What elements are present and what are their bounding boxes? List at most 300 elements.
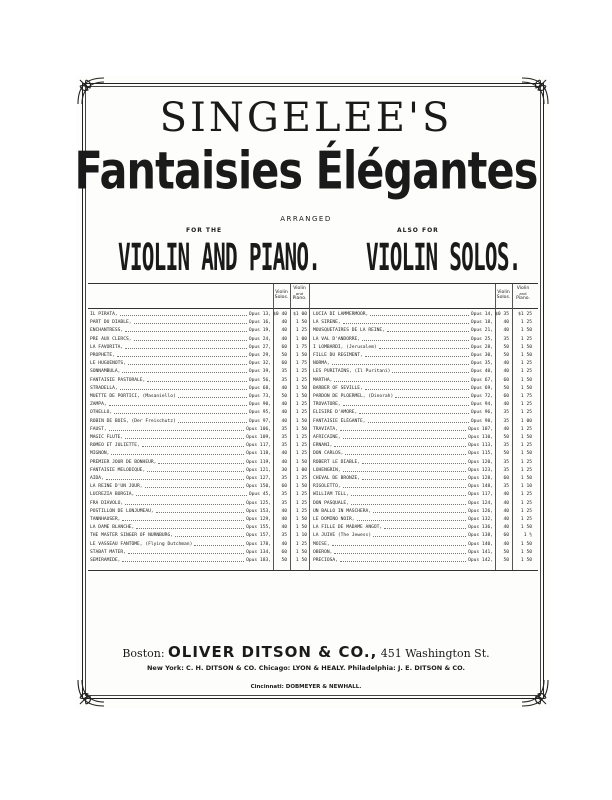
leader-dots	[334, 446, 466, 447]
list-item	[90, 327, 307, 335]
list-item	[313, 327, 532, 335]
price-violin-solo: 35	[281, 443, 287, 449]
piece-title: ZAMPA,	[90, 402, 107, 408]
piece-title: PREMIER JOUR DE BONHEUR,	[90, 459, 157, 465]
list-item	[313, 491, 532, 499]
publisher-line	[0, 643, 612, 661]
price-violin-piano: 1 25	[520, 410, 532, 416]
opus-number: Opus 119,	[246, 459, 271, 465]
opus-number: Opus 124,	[468, 500, 493, 506]
price-violin-piano: 1 25	[520, 426, 532, 432]
price-violin-piano: 1 25	[295, 451, 307, 457]
opus-number: Opus 39,	[248, 369, 271, 375]
piece-title: FAUST,	[90, 426, 107, 432]
opus-number: Opus 126,	[468, 508, 493, 514]
price-violin-solo: 40	[281, 517, 287, 522]
opus-number: Opus 113,	[468, 443, 493, 449]
piece-title: STABAT MATER,	[90, 549, 126, 555]
piece-title: OTHELLO,	[90, 410, 113, 416]
opus-number: Opus 14,	[470, 312, 493, 317]
piece-title: MAGIC FLUTE,	[90, 435, 124, 440]
price-violin-solo: 40	[503, 320, 509, 326]
opus-number: Opus 127,	[246, 476, 271, 481]
price-violin-piano: 1 50	[295, 459, 307, 465]
price-violin-solo: 30	[281, 467, 287, 473]
opus-number: Opus 28,	[470, 344, 493, 350]
list-item	[90, 336, 307, 344]
price-violin-piano: 1 25	[520, 517, 532, 522]
list-item	[313, 434, 532, 442]
leader-dots	[340, 430, 466, 431]
list-item	[90, 508, 307, 516]
price-violin-solo: 40	[503, 402, 509, 408]
piece-title: PART DU DIABLE,	[90, 320, 132, 326]
price-violin-solo: 50	[503, 435, 509, 440]
price-violin-piano: 1 75	[520, 394, 532, 399]
leader-dots	[158, 463, 244, 464]
list-item	[313, 368, 532, 376]
price-violin-solo: 60	[503, 377, 509, 383]
leader-dots	[379, 348, 469, 349]
price-violin-piano: 1 25	[295, 500, 307, 506]
opus-number: Opus 140,	[468, 541, 493, 547]
opus-number: Opus 132,	[468, 517, 493, 522]
leader-dots	[120, 315, 247, 316]
piece-title: SONNAMBULA,	[90, 369, 121, 375]
price-violin-piano: 1 50	[520, 435, 532, 440]
price-violin-solo: 40	[503, 361, 509, 367]
table-bottom-rule	[88, 570, 538, 571]
price-violin-piano: 1 50	[295, 517, 307, 522]
leader-dots	[343, 323, 469, 324]
list-item	[313, 557, 532, 565]
price-violin-piano: 1 25	[295, 541, 307, 547]
piece-title: LES PURITAINS, (Il Puritani)	[313, 369, 391, 375]
publisher-city: Boston:	[122, 647, 165, 660]
list-item	[313, 418, 532, 426]
price-violin-piano: 1 50	[520, 328, 532, 334]
list-item	[90, 459, 307, 467]
list-item	[313, 500, 532, 508]
piece-title: MIGNON,	[90, 451, 110, 457]
opus-number: Opus 16,	[248, 320, 271, 326]
leader-dots	[395, 397, 469, 398]
list-item	[90, 385, 307, 393]
piece-title: DON PASQUALE,	[313, 500, 349, 506]
opus-number: Opus 95,	[248, 410, 271, 416]
price-violin-piano: $1 25	[518, 312, 532, 317]
opus-number: Opus 18,	[470, 320, 493, 326]
opus-number: Opus 109,	[246, 435, 271, 440]
leader-dots	[178, 422, 247, 423]
price-violin-piano: 1 10	[520, 484, 532, 490]
price-violin-piano: 1 ½	[523, 533, 532, 539]
list-item	[90, 434, 307, 442]
piece-title: ROBERT LE DIABLE,	[313, 459, 361, 465]
opus-number: Opus 178,	[246, 541, 271, 547]
leader-dots	[147, 471, 244, 472]
price-violin-solo: 35	[503, 443, 509, 449]
piece-title: CHEVAL DE BRONZE,	[313, 476, 361, 481]
piece-title: MARTHA,	[313, 377, 333, 383]
piece-title: LA JUIVE (The Jewess)	[313, 533, 372, 539]
price-violin-solo: 40	[503, 492, 509, 498]
price-violin-solo: 35	[281, 377, 287, 383]
price-violin-solo: 40	[281, 418, 287, 424]
price-violin-solo: 50	[503, 549, 509, 555]
price-violin-solo: 40	[281, 402, 287, 408]
price-violin-solo: 40	[281, 541, 287, 547]
leader-dots	[345, 454, 466, 455]
list-item	[90, 450, 307, 458]
piece-title: POSTILLON DE LONJUMEAU,	[90, 508, 154, 514]
list-item	[90, 377, 307, 385]
list-item	[90, 393, 307, 401]
list-item	[90, 401, 307, 409]
publisher-cincinnati: Cincinnati: DOBMEYER & NEWHALL.	[250, 684, 362, 690]
price-violin-piano: 1 25	[520, 320, 532, 326]
leader-dots	[343, 438, 466, 439]
leader-dots	[122, 372, 246, 373]
instrument-violin-solos: VIOLIN SOLOS.	[366, 235, 521, 280]
piece-title: ROMEO ET JULIETTE,	[90, 443, 140, 449]
piece-title: FANTAISIE PASTORALE,	[90, 377, 146, 383]
price-violin-piano: 1 25	[295, 402, 307, 408]
price-violin-solo: 60	[503, 394, 509, 399]
price-violin-solo: 60	[281, 344, 287, 350]
opus-number: Opus 73,	[248, 394, 271, 399]
opus-number: Opus 27,	[248, 344, 271, 350]
piece-title: LA DAME BLANCHE,	[90, 525, 135, 531]
leader-dots	[125, 438, 244, 439]
corner-ornament-bottom-right	[520, 678, 550, 708]
piece-title: TROVATORE,	[313, 402, 341, 408]
list-item	[90, 549, 307, 557]
col-divider-center	[309, 284, 310, 570]
leader-dots	[156, 512, 244, 513]
piece-title: LE VASSEAU FANTÔME, (Flying Dutchman)	[90, 541, 193, 547]
price-violin-solo: 35	[281, 500, 287, 506]
price-violin-piano: 1 25	[295, 508, 307, 514]
list-item	[313, 450, 532, 458]
price-violin-piano: 1 50	[520, 353, 532, 358]
opus-number: Opus 35,	[470, 361, 493, 367]
price-violin-piano: 1 50	[295, 385, 307, 391]
opus-number: Opus 157,	[246, 533, 271, 539]
list-item	[313, 352, 532, 360]
price-violin-solo: 60	[281, 361, 287, 367]
opus-number: Opus 29,	[248, 353, 271, 358]
list-item	[90, 319, 307, 327]
list-item	[313, 524, 532, 532]
piece-title: LE DOMINO NOIR,	[313, 517, 355, 522]
opus-number: Opus 96,	[470, 410, 493, 416]
price-violin-piano: 1 50	[520, 525, 532, 531]
piece-title: I LOMBARDI, (Jerusalem)	[313, 344, 377, 350]
composer-title: SINGELEE'S	[159, 95, 453, 141]
price-violin-piano: 1 50	[520, 377, 532, 383]
price-violin-piano: 1 25	[520, 361, 532, 367]
opus-number: Opus 19,	[248, 328, 271, 334]
piece-title: SEMIRAMIDE,	[90, 558, 121, 563]
piece-title: ELISIRE D'AMORE,	[313, 410, 358, 416]
opus-number: Opus 98,	[470, 418, 493, 424]
price-violin-piano: 1 50	[295, 525, 307, 531]
opus-number: Opus 21,	[470, 328, 493, 334]
price-violin-solo: 40	[503, 369, 509, 375]
price-violin-piano: 1 25	[520, 402, 532, 408]
price-violin-piano: 1 50	[295, 426, 307, 432]
price-violin-piano: 1 50	[520, 451, 532, 457]
price-violin-piano: 1 25	[295, 435, 307, 440]
price-violin-piano: 1 25	[520, 500, 532, 506]
price-violin-solo: 35	[503, 336, 509, 342]
price-violin-piano: 1 75	[295, 361, 307, 367]
leader-dots	[373, 512, 466, 513]
list-item	[313, 393, 532, 401]
price-violin-solo: 35	[281, 369, 287, 375]
opus-number: Opus 45,	[248, 492, 271, 498]
leader-dots	[340, 561, 466, 562]
price-violin-solo: 60	[281, 484, 287, 490]
leader-dots	[178, 397, 247, 398]
opus-number: Opus 138,	[468, 533, 493, 539]
piece-title: TANNHAUSER,	[90, 517, 121, 522]
list-item	[313, 409, 532, 417]
opus-number: Opus 155,	[246, 525, 271, 531]
leader-dots	[362, 340, 469, 341]
price-violin-solo: 50	[281, 353, 287, 358]
price-violin-solo: 35	[503, 410, 509, 416]
price-violin-piano: 1 00	[295, 467, 307, 473]
publisher-address: 451 Washington St.	[380, 647, 490, 660]
piece-title: LUCREZIA BORGIA,	[90, 492, 135, 498]
piece-title: LA REINE D'UN JOUR,	[90, 484, 143, 490]
price-violin-solo: 60	[503, 533, 509, 539]
publisher-branches: New York: C. H. DITSON & CO. Chicago: LYON & HEALY. Philadelphia: J. E. DITSON & CO.	[146, 664, 466, 672]
opus-number: Opus 117,	[468, 492, 493, 498]
opus-number: Opus 136,	[468, 525, 493, 531]
opus-number: Opus 110,	[468, 435, 493, 440]
list-item	[90, 475, 307, 483]
piece-title: PRE AUX CLERCS,	[90, 336, 132, 342]
piece-title: NORMA,	[313, 361, 330, 367]
piece-title: LUCIA DI LAMMERMOOR,	[313, 312, 369, 317]
leader-dots	[106, 479, 244, 480]
price-violin-piano: 1 25	[295, 476, 307, 481]
leader-dots	[334, 381, 468, 382]
instrument-violin-piano: VIOLIN AND PIANO.	[118, 235, 321, 280]
price-violin-piano: 1 25	[295, 328, 307, 334]
list-item	[90, 557, 307, 565]
piece-title: FANTAISIE MELODIQUE,	[90, 467, 146, 473]
piece-title: FANTAISIE ÉLÉGANTE,	[313, 418, 366, 424]
list-item	[90, 442, 307, 450]
price-violin-solo: 60	[503, 476, 509, 481]
piece-title: ENCHANTRESS,	[90, 328, 124, 334]
leader-dots	[128, 553, 244, 554]
price-violin-piano: 1 50	[295, 484, 307, 490]
header-violin-piano-right: Violin and Piano.	[516, 286, 530, 301]
price-violin-solo: 40	[281, 320, 287, 326]
leader-dots	[365, 356, 469, 357]
list-item	[313, 336, 532, 344]
leader-dots	[175, 536, 244, 537]
leader-dots	[359, 413, 469, 414]
price-violin-piano: 1 50	[295, 418, 307, 424]
opus-number: Opus 13,	[248, 312, 271, 317]
list-item	[313, 483, 532, 491]
list-item	[90, 344, 307, 352]
price-violin-piano: 1 25	[520, 492, 532, 498]
price-violin-piano: 1 50	[520, 541, 532, 547]
list-item	[313, 311, 532, 319]
header-violin-piano-left: Violin and Piano.	[292, 286, 307, 301]
price-violin-piano: 1 25	[295, 377, 307, 383]
leader-dots	[343, 487, 466, 488]
list-item	[90, 532, 307, 540]
price-violin-piano: 1 25	[295, 410, 307, 416]
price-violin-piano: 1 25	[295, 369, 307, 375]
piece-title: PARDON DE PLOERMEL, (Dinorah)	[313, 394, 394, 399]
opus-number: Opus 134,	[246, 549, 271, 555]
list-item	[313, 508, 532, 516]
price-violin-piano: 1 25	[295, 443, 307, 449]
table-top-rule	[88, 283, 538, 284]
price-violin-solo: 35	[503, 418, 509, 424]
opus-number: Opus 40,	[470, 369, 493, 375]
list-item	[313, 319, 532, 327]
list-item	[313, 516, 532, 524]
opus-number: Opus 72,	[470, 394, 493, 399]
list-item	[313, 377, 532, 385]
also-for-label: ALSO FOR	[397, 227, 439, 234]
price-violin-solo: 35	[503, 467, 509, 473]
price-violin-solo: 35	[281, 533, 287, 539]
price-violin-piano: 1 50	[295, 394, 307, 399]
price-violin-solo: 40	[503, 541, 509, 547]
list-item	[313, 442, 532, 450]
piece-title: MUETTE DE PORTICI, (Masaniello)	[90, 394, 176, 399]
price-violin-solo: 40	[281, 410, 287, 416]
list-item	[313, 459, 532, 467]
piece-title: LA VAL D'ANDORRE,	[313, 336, 361, 342]
price-violin-piano: 1 25	[295, 492, 307, 498]
list-item	[90, 368, 307, 376]
opus-number: Opus 117,	[246, 443, 271, 449]
price-violin-solo: 35	[281, 426, 287, 432]
price-violin-solo: $0 35	[495, 312, 509, 317]
piece-title: FRA DIAVOLO,	[90, 500, 124, 506]
price-violin-solo: 40	[503, 426, 509, 432]
piece-title: LA FAVORITA,	[90, 344, 124, 350]
price-violin-solo: 40	[281, 385, 287, 391]
list-item	[313, 360, 532, 368]
price-violin-piano: 1 25	[520, 443, 532, 449]
price-violin-solo: 50	[503, 558, 509, 563]
list-item	[90, 524, 307, 532]
opus-number: Opus 69,	[470, 385, 493, 391]
collection-title: Fantaisies Élégantes	[74, 140, 538, 201]
leader-dots	[368, 422, 469, 423]
opus-number: Opus 68,	[248, 385, 271, 391]
piece-title: LA SIRENE,	[313, 320, 341, 326]
list-item	[313, 385, 532, 393]
leader-dots	[392, 372, 468, 373]
opus-number: Opus 67,	[470, 377, 493, 383]
price-violin-solo: 35	[281, 476, 287, 481]
list-item	[90, 483, 307, 491]
piece-title: OBERON,	[313, 549, 333, 555]
leader-dots	[373, 536, 466, 537]
leader-dots	[128, 364, 247, 365]
leader-dots	[370, 315, 469, 316]
piece-title: STRADELLA,	[90, 385, 118, 391]
opus-number: Opus 90,	[248, 402, 271, 408]
corner-ornament-bottom-left	[76, 678, 106, 708]
opus-number: Opus 106,	[246, 426, 271, 432]
list-item	[90, 541, 307, 549]
leader-dots	[343, 405, 469, 406]
leader-dots	[114, 413, 247, 414]
leader-dots	[387, 331, 469, 332]
price-violin-solo: 35	[281, 435, 287, 440]
list-item	[90, 360, 307, 368]
piece-title: THE MASTER SINGER OF NURNBURG,	[90, 533, 173, 539]
leader-dots	[125, 504, 244, 505]
price-violin-piano: 1 75	[295, 344, 307, 350]
leader-dots	[357, 520, 467, 521]
price-violin-piano: 1 25	[520, 467, 532, 473]
price-violin-piano: 1 50	[295, 353, 307, 358]
opus-number: Opus 107,	[468, 426, 493, 432]
leader-dots	[134, 323, 247, 324]
price-violin-solo: 40	[503, 508, 509, 514]
leader-dots	[351, 504, 466, 505]
piece-title: AIDA,	[90, 476, 104, 481]
price-violin-solo: 40	[281, 508, 287, 514]
list-item	[313, 467, 532, 475]
price-violin-piano: 1 10	[295, 533, 307, 539]
opus-number: Opus 128,	[468, 476, 493, 481]
price-violin-solo: 50	[281, 558, 287, 563]
leader-dots	[362, 479, 466, 480]
leader-dots	[122, 561, 244, 562]
price-violin-piano: 1 50	[520, 558, 532, 563]
opus-number: Opus 120,	[468, 459, 493, 465]
piece-title: ROBIN DE BOIS, (Der Freischutz)	[90, 418, 176, 424]
opus-number: Opus 150,	[246, 484, 271, 490]
piece-title: LA FILLE DE MADAME ANGOT,	[313, 525, 383, 531]
leader-dots	[384, 528, 466, 529]
leader-dots	[109, 430, 244, 431]
opus-number: Opus 24,	[248, 336, 271, 342]
price-violin-solo: 50	[503, 451, 509, 457]
list-item	[313, 426, 532, 434]
leader-dots	[109, 405, 247, 406]
list-item	[90, 516, 307, 524]
list-item	[90, 500, 307, 508]
price-violin-piano: 1 25	[520, 336, 532, 342]
opus-number: Opus 141,	[468, 549, 493, 555]
piece-title: AFRICAINE,	[313, 435, 341, 440]
publisher-name: OLIVER DITSON & CO.,	[168, 643, 378, 661]
list-item	[90, 409, 307, 417]
price-violin-solo: 40	[503, 500, 509, 506]
price-violin-solo: 35	[503, 459, 509, 465]
opus-number: Opus 56,	[248, 377, 271, 383]
price-violin-solo: 40	[281, 328, 287, 334]
